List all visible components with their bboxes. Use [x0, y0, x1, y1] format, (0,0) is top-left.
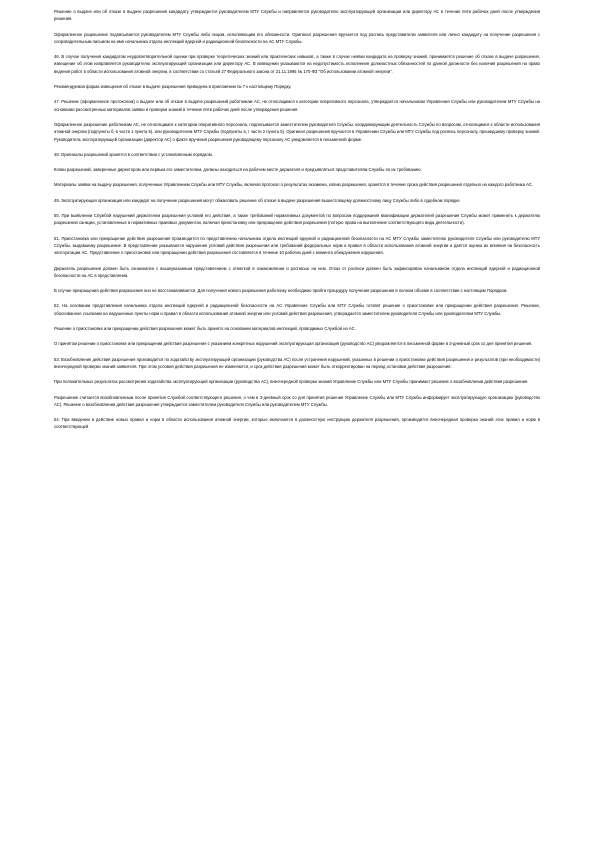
paragraph-51: 51. Приостановка или прекращение действия разрешения производится по представлению начальника отдела инспекций ядерной и радиационной безопасности на АС МТУ Службы заместителю руководителя Службы или руководителю МТУ Службы, выдавшему разрешение. В представлении указываются нарушения условий действия разрешения или требований федеральных норм и правил в области использования атомной энергии и даётся оценка их влияния на безопасность эксплуатации АС. Представление о приостановке или прекращении действия разрешения составляется в течение 10 рабочих дней с момента обнаружения нарушения.	[54, 235, 540, 256]
paragraph-application-materials: Материалы заявки на выдачу разрешения, полученные Управлением Службы или МТУ Службы, включая протокол о результатах экзамена, копию разрешения, хранятся в течение срока действия разрешения отдельно на каждого работника АС.	[54, 182, 533, 188]
paragraph-suspension-notice: О принятом решении о приостановке или прекращении действия разрешения с указанием конкретных нарушений эксплуатирующая организация (руководство АС) уведомляется в письменной форме в 3-дневный срок со дня принятия решения.	[54, 341, 533, 347]
paragraph-50: 50. При выявлении Службой нарушений держателем разрешения условий его действия, а также требований нормативных документов по вопросам поддержания квалификации держателей разрешения Службы может применить к держателю разрешения санкции, установленные в нормативных правовых документах, включая приостановку или прекращение действия разрешения (потерю права на выполнение соответствующего вида деятельности).	[54, 213, 540, 226]
paragraph-holder-familiarization: Держатель разрешения должен быть ознакомлен с вышеуказанным представлением с отметкой в ознакомлении и росписью на нем. Отказ от росписи должен быть зафиксирован начальником отдела инспекций ядерной и радиационной безопасности на АС в представлении.	[54, 265, 540, 278]
paragraph-renewal-decision: При положительных результатах рассмотрения ходатайства эксплуатирующей организации (руководства АС), внеочередной проверки знаний Управление Службы или МТУ Службы принимает решение о возобновлении действия разрешения.	[54, 379, 529, 385]
paragraph-permit-non-operational: Оформленное разрешение работникам АС, не относящимся к категории оперативного персонала, подписывается заместителем руководителя Службы, координирующим деятельность Службы по вопросам, относящимся к области использования атомной энергии (подпункты б, в части 1 пункта 5), или руководителем МТУ Службы (подпункты в, г части 2 пункта 5). Оригинал разрешения вручается в Управлении Службы или МТУ Службы под роспись персоналу, прошедшему проверку знаний. Руководитель эксплуатирующей организации (директор АС) о факте вручения разрешения руководящему персоналу АС уведомляется в письменной форме.	[54, 121, 540, 142]
paragraph-48: 48. Оригиналы разрешений хранятся в соответствии с установленным порядком.	[54, 151, 213, 157]
paragraph-decision-approval: Решение о выдаче или об отказе в выдаче разрешения кандидату утверждается руководителем МТУ Службы и направляется руководителю эксплуатирующей организации или директору АС в течение пяти рабочих дней после утверждения решения.	[54, 9, 540, 22]
paragraph-46: 46. В случае получения кандидатом неудовлетворительной оценки при проверке теоретических знаний или практических навыков, а также в случае неявки кандидата на проверку знаний, принимается решение об отказе в выдаче разрешения, извещение об этом направляется руководителю эксплуатирующей организации или директору АС. В извещении указываются на недопустимость исполнения должностных обязанностей по данной должности без наличия разрешения на право ведения работ в области использования атомной энергии, в соответствии со статьей 27 Федерального закона от 21.11.1995 № 170-ФЗ "Об использовании атомной энергии".	[54, 54, 540, 74]
paragraph-refusal-form: Рекомендуемая форма извещения об отказе в выдаче разрешения приведена в приложении № 7 к настоящему Порядку.	[54, 84, 292, 90]
paragraph-suspension-inspection: Решение о приостановке или прекращении действия разрешения может быть принято на основании материалов инспекций, проводимых Службой на АС.	[54, 326, 356, 332]
paragraph-49: 49. Эксплуатирующая организация или кандидат на получение разрешения могут обжаловать решение об отказе в выдаче разрешения вышестоящему должностному лицу Службы либо в судебном порядке.	[54, 197, 461, 203]
paragraph-54: 54. При введении в действие новых правил и норм в области использования атомной энергии, которые включаются в должностную инструкцию держателя разрешения, производится внеочередная проверка знаний этих правил и норм в соответствующей	[54, 417, 540, 430]
paragraph-47: 47. Решение (оформленное протоколом) о выдаче или об отказе в выдаче разрешений работникам АС, не относящимся к категории оперативного персонала, утверждается начальником Управления Службы или руководителем МТУ Службы на основании рассмотренных материалов заявки и проверки знаний в течение пяти рабочих дней после утверждения решения.	[54, 99, 540, 112]
paragraph-termination: В случае прекращения действия разрешения оно не восстанавливается. Для получения нового разрешения работнику необходимо пройти процедуру получения разрешения в полном объеме в соответствии с настоящим Порядком.	[54, 288, 508, 294]
document-body	[54, 8, 540, 834]
paragraph-permit-signing: Оформленное разрешение подписывается руководителем МТУ Службы либо лицом, исполняющим его обязанности. Оригинал разрешения вручается под роспись представителю заявителя или лично кандидату на получение разрешения с сопроводительным письмом на имя начальника отдела инспекций ядерной и радиационной безопасности на АС МТУ Службы.	[54, 31, 540, 44]
paragraph-52: 52. На основании представления начальника отдела инспекций ядерной и радиационной безопасности на АС Управление Службы или МТУ Службы готовят решение о приостановке или прекращении действия разрешения. Решение, обоснованное ссылками на нарушенные пункты норм и правил в области использования атомной энергии или условий действия разрешения, утверждается заместителем руководителя Службы или руководителем МТУ Службы.	[54, 303, 540, 316]
paragraph-renewal-effective: Разрешение считается возобновленным после принятия Службой соответствующего решения, о чем в 3-дневный срок со дня принятия решения Управление Службы или МТУ Службы информирует эксплуатирующую организацию (руководство АС). Решение о возобновлении действия разрешения утверждается заместителем руководителя Службы или руководителем МТУ Службы.	[54, 394, 540, 407]
paragraph-permit-copies: Копии разрешений, заверенные директором или первым его заместителем, должны находиться на рабочем месте держателя и предъявляться представителям Службы по их требованию.	[54, 167, 422, 173]
paragraph-53: 53. Возобновление действия разрешения производится по ходатайству эксплуатирующей организации (руководства АС) после устранения нарушений, указанных в решении о приостановке действия разрешения и результатов (при необходимости) внеочередной проверки знаний заявителя. При этом условия действия разрешения не изменяются, и срок действия разрешения может быть откорректирован на период остановки действия разрешения.	[54, 356, 540, 369]
